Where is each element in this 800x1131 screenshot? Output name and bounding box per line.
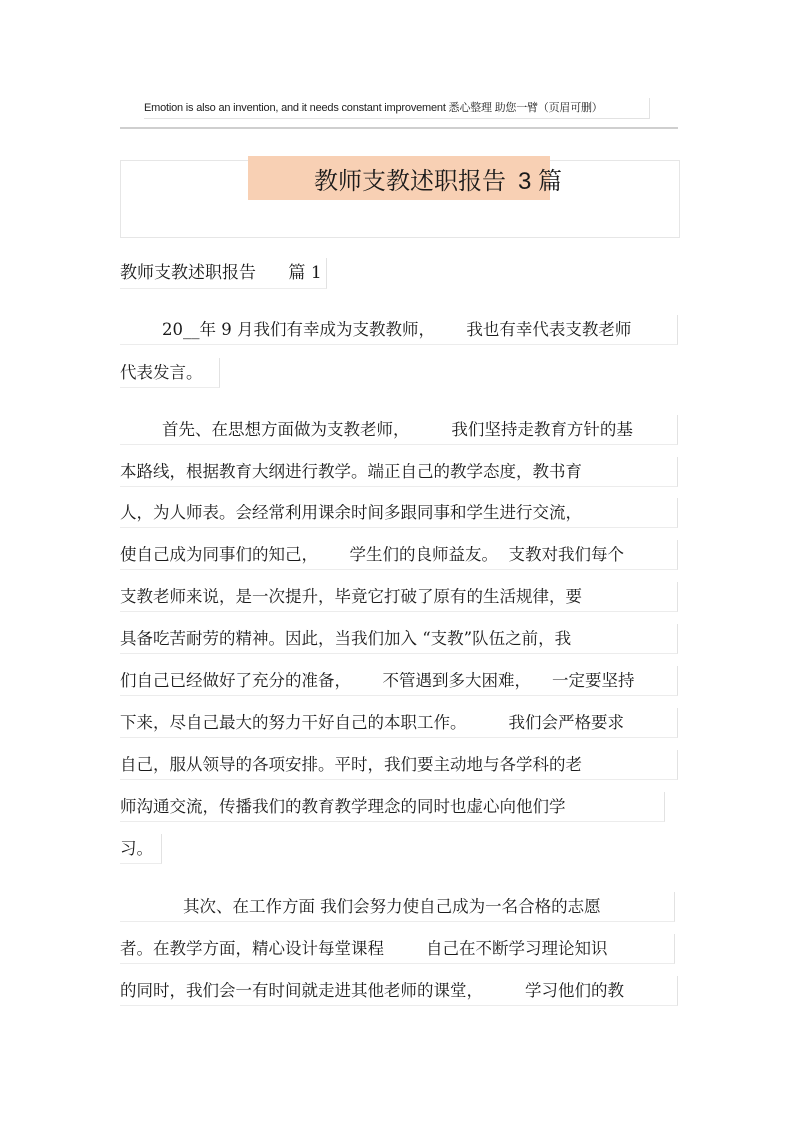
body-line: 具备吃苦耐劳的精神。因此，当我们加入 “支教”队伍之前，我 [120,624,678,654]
document-title-suffix: 3 篇 [518,168,563,195]
section-heading: 教师支教述职报告 篇 1 [120,258,327,289]
body-line: 的同时，我们会一有时间就走进其他老师的课堂， 学习他们的教 [120,976,678,1006]
body-line: 者。在教学方面，精心设计每堂课程 自己在不断学习理论知识 [120,934,675,964]
document-title [248,161,668,201]
body-line: 使自己成为同事们的知己， 学生们的良师益友。 支教对我们每个 [120,540,678,570]
body-line: 首先、在思想方面做为支教老师， 我们坚持走教育方针的基 [120,415,678,445]
header-divider [120,127,678,129]
body-line: 支教老师来说，是一次提升，毕竟它打破了原有的生活规律，要 [120,582,678,612]
body-line: 下来，尽自己最大的努力干好自己的本职工作。 我们会严格要求 [120,708,678,738]
body-line: 们自己已经做好了充分的准备， 不管遇到多大困难， 一定要坚持 [120,666,678,696]
body-line: 其次、在工作方面 我们会努力使自己成为一名合格的志愿 [120,892,675,922]
body-line: 人，为人师表。会经常利用课余时间多跟同事和学生进行交流， [120,498,678,528]
body-line: 本路线，根据教育大纲进行教学。端正自己的教学态度，教书育 [120,457,678,487]
body-line: 自己，服从领导的各项安排。平时，我们要主动地与各学科的老 [120,750,678,780]
body-line: 师沟通交流，传播我们的教育教学理念的同时也虚心向他们学 [120,792,665,822]
body-line: 代表发言。 [120,358,220,388]
body-line: 习。 [120,834,162,864]
document-title-main: 教师支教述职报告 [314,167,506,195]
page-header: Emotion is also an invention, and it needs constant improvement 悉心整理 助您一臂（页眉可删） [144,98,650,119]
body-line: 20__年 9 月我们有幸成为支教教师， 我也有幸代表支教老师 [120,315,678,345]
